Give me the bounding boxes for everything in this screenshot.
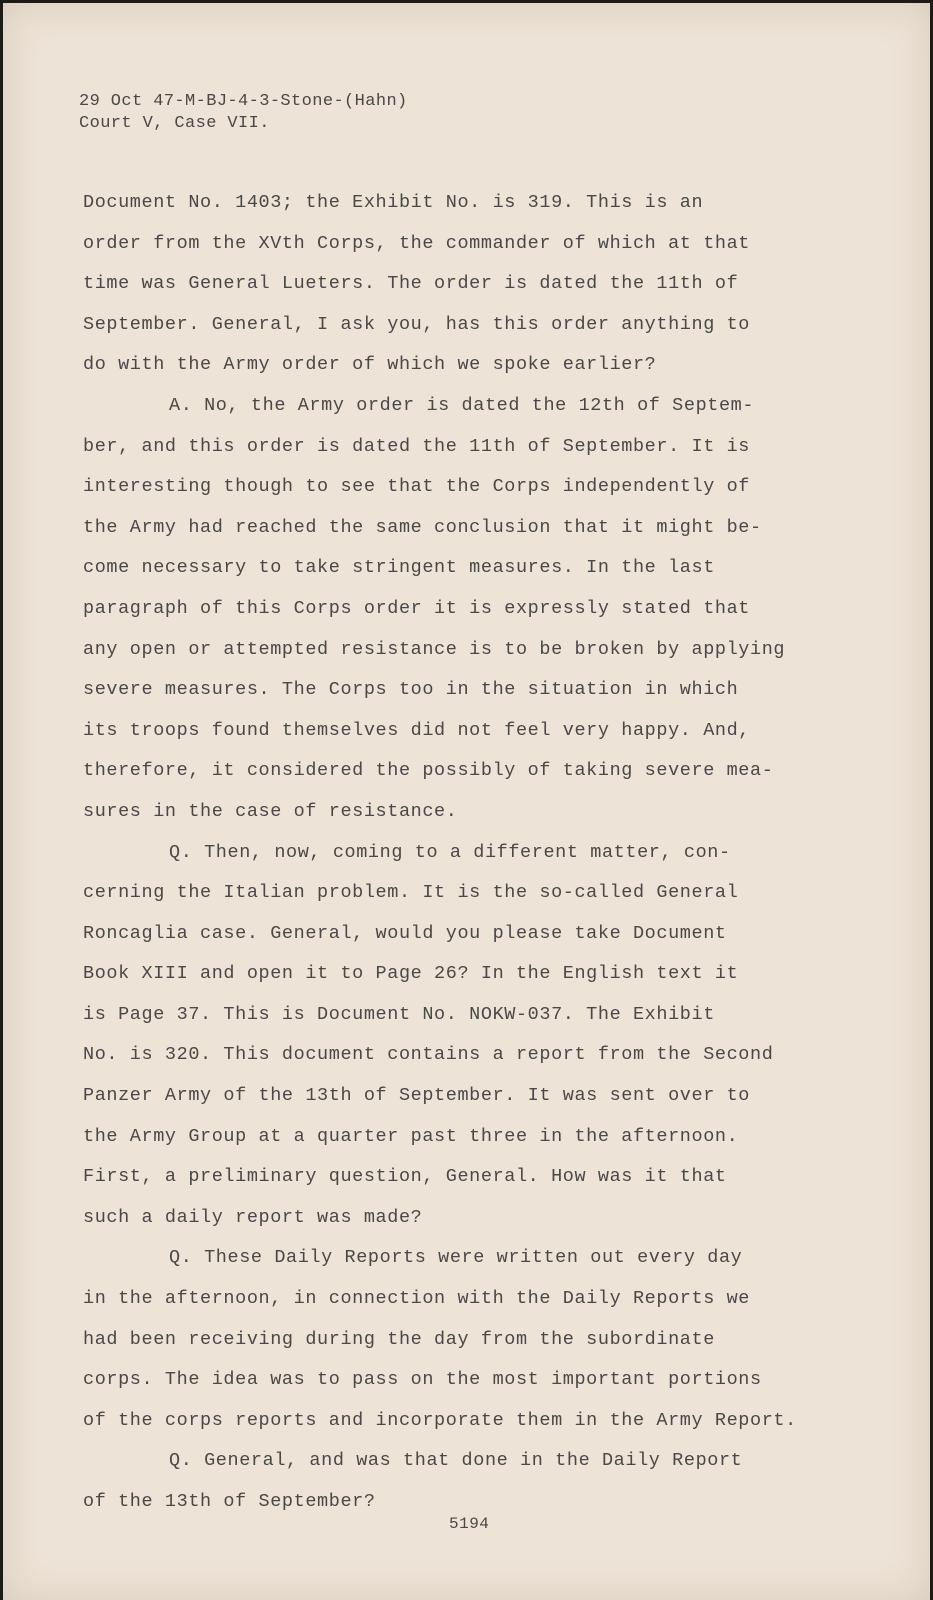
answer-line: A. No, the Army order is dated the 12th of Septem- bbox=[169, 394, 755, 416]
transcript-body bbox=[83, 183, 843, 1523]
transcript-line: come necessary to take stringent measures. In the last bbox=[83, 557, 715, 579]
transcript-line: No. is 320. This document contains a report from the Second bbox=[83, 1044, 774, 1066]
transcript-line: First, a preliminary question, General. How was it that bbox=[83, 1166, 727, 1188]
header-court-line: Court V, Case VII. bbox=[79, 114, 270, 133]
transcript-line: time was General Lueters. The order is dated the 11th of bbox=[83, 273, 739, 295]
transcript-line: the Army had reached the same conclusion that it might be- bbox=[83, 516, 762, 538]
document-page bbox=[3, 3, 930, 1600]
transcript-line: do with the Army order of which we spoke earlier? bbox=[83, 354, 657, 376]
transcript-line: cerning the Italian problem. It is the so-called General bbox=[83, 882, 739, 904]
transcript-line: sures in the case of resistance. bbox=[83, 800, 458, 822]
transcript-line: had been receiving during the day from the subordinate bbox=[83, 1328, 715, 1350]
transcript-line: its troops found themselves did not feel very happy. And, bbox=[83, 719, 751, 741]
transcript-line: any open or attempted resistance is to be broken by applying bbox=[83, 638, 786, 660]
transcript-line: is Page 37. This is Document No. NOKW-037. The Exhibit bbox=[83, 1003, 715, 1025]
transcript-line: order from the XVth Corps, the commander of which at that bbox=[83, 232, 751, 254]
transcript-line: interesting though to see that the Corps independently of bbox=[83, 476, 751, 498]
transcript-line: Panzer Army of the 13th of September. It was sent over to bbox=[83, 1085, 751, 1107]
transcript-line: the Army Group at a quarter past three in the afternoon. bbox=[83, 1125, 739, 1147]
transcript-line: Book XIII and open it to Page 26? In the English text it bbox=[83, 963, 739, 985]
transcript-line: in the afternoon, in connection with the Daily Reports we bbox=[83, 1288, 751, 1310]
question-line: Q. Then, now, coming to a different matter, con- bbox=[169, 841, 731, 863]
transcript-line: corps. The idea was to pass on the most important portions bbox=[83, 1369, 762, 1391]
transcript-line: therefore, it considered the possibly of taking severe mea- bbox=[83, 760, 774, 782]
question-line: Q. General, and was that done in the Daily Report bbox=[169, 1450, 743, 1472]
transcript-line: of the 13th of September? bbox=[83, 1491, 376, 1512]
transcript-line: Roncaglia case. General, would you please take Document bbox=[83, 922, 727, 944]
transcript-line: Document No. 1403; the Exhibit No. is 319. This is an bbox=[83, 192, 704, 213]
header-session-line: 29 Oct 47-M-BJ-4-3-Stone-(Hahn) bbox=[79, 92, 408, 111]
transcript-line: of the corps reports and incorporate them in the Army Report. bbox=[83, 1409, 797, 1431]
question-line: Q. These Daily Reports were written out every day bbox=[169, 1247, 743, 1269]
transcript-line: severe measures. The Corps too in the situation in which bbox=[83, 679, 739, 701]
transcript-line: ber, and this order is dated the 11th of September. It is bbox=[83, 435, 751, 457]
transcript-line: such a daily report was made? bbox=[83, 1206, 423, 1228]
transcript-line: paragraph of this Corps order it is expressly stated that bbox=[83, 597, 751, 619]
page-number: 5194 bbox=[449, 1515, 490, 1533]
document-header bbox=[79, 91, 408, 135]
transcript-line: September. General, I ask you, has this order anything to bbox=[83, 313, 751, 335]
